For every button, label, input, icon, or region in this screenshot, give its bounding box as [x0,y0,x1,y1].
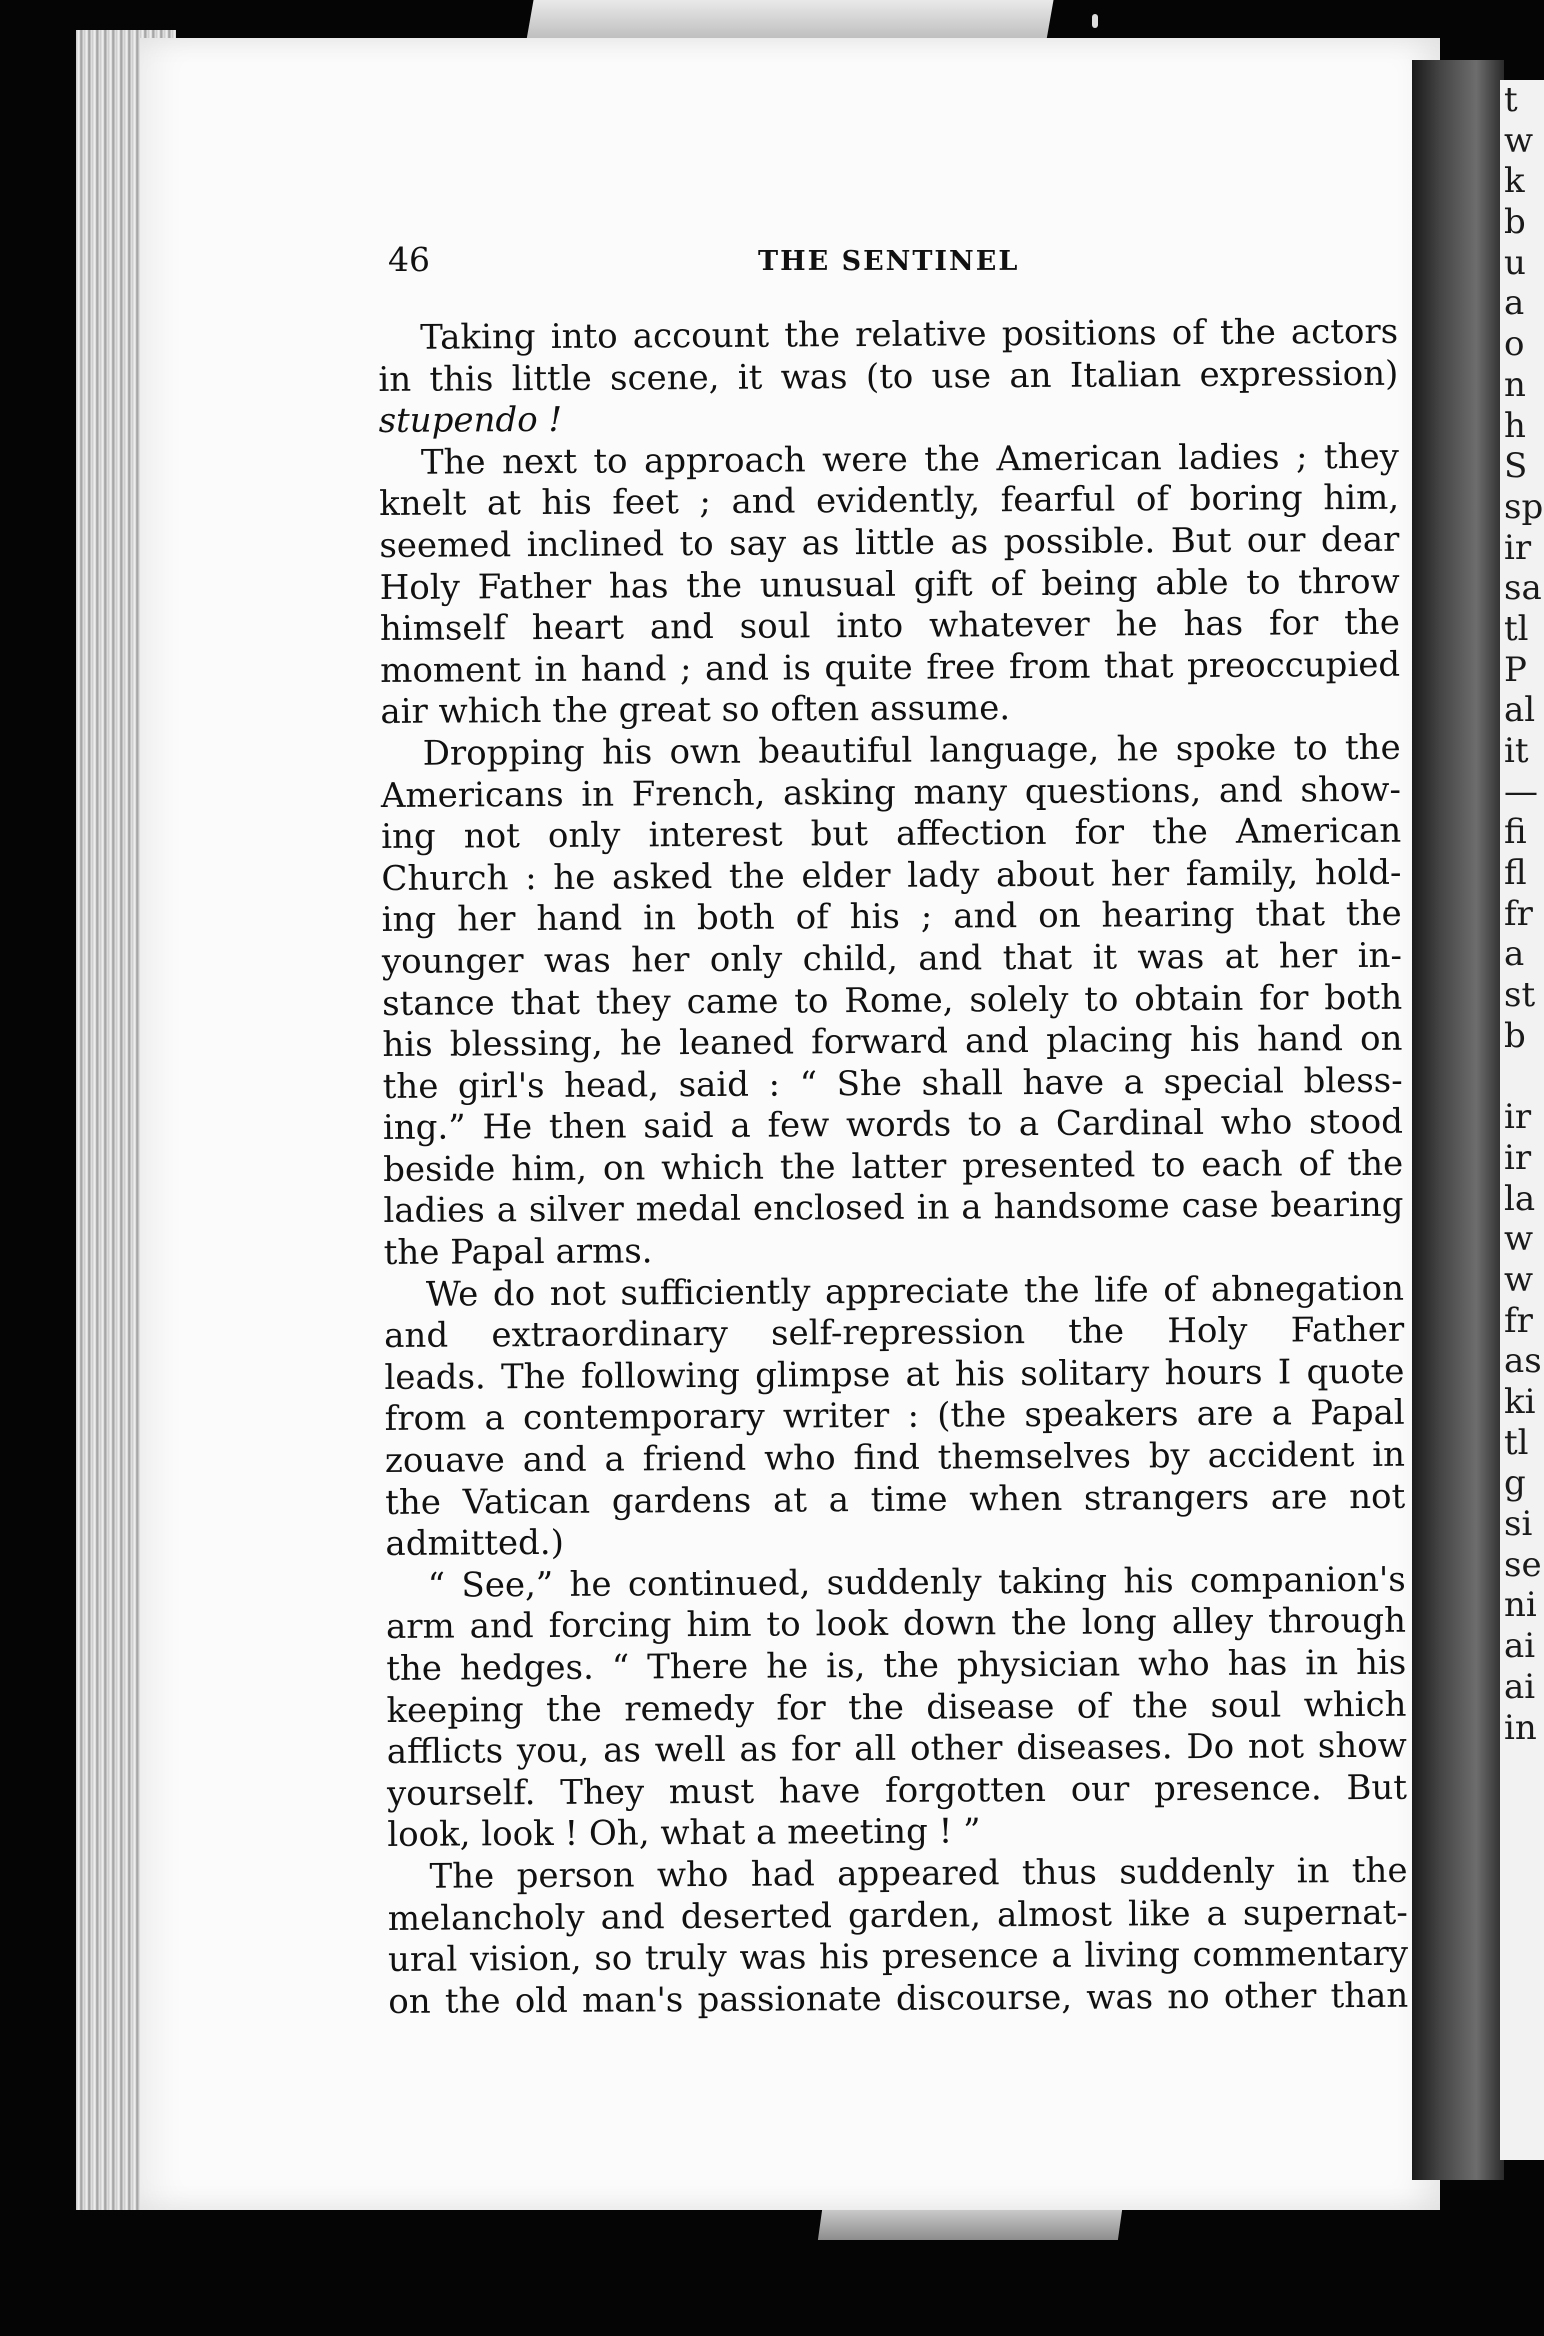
text-line: moment in hand ; and is quite free from that preoccupied [380,644,1401,691]
text-line: in this little scene, it was (to use an Italian expression) [378,353,1399,400]
facing-page-fragment-line: k [1504,161,1525,202]
facing-page-fragment-line: u [1504,242,1526,283]
text-line: on the old man's passionate discourse, was no other than [388,1975,1409,2022]
facing-page-fragment-line: w [1504,1259,1534,1300]
text-line: Americans in French, asking many questions, and show- [380,769,1402,816]
facing-page-fragment-line: it [1504,731,1529,771]
text-line: melancholy and deserted garden, almost like a supernat- [387,1892,1408,1939]
facing-page-fragment-line: ai [1504,1626,1536,1667]
text-line: ladies a silver medal enclosed in a handsome case bearing [383,1185,1404,1232]
facing-page-fragment-line: — [1504,771,1538,812]
running-title: THE SENTINEL [758,246,1020,277]
text-line: the Papal arms. [383,1231,653,1274]
facing-page-fragment-line: al [1504,690,1536,731]
text-line: stance that they came to Rome, solely to obtain for both [382,977,1403,1024]
text-line: beside him, on which the latter presented to each of the [383,1143,1404,1190]
text-line: Dropping his own beautiful language, he spoke to the [422,727,1401,774]
facing-page-fragment-line: t [1504,80,1518,120]
italic-phrase: stupendo ! [378,400,563,442]
facing-page-fragment-line: g [1504,1463,1526,1504]
facing-page-fragment-line: fr [1504,1300,1533,1341]
text-line: ural vision, so truly was his presence a living commentary [387,1933,1409,1981]
text-line: ing.” He then said a few words to a Cardinal who stood [382,1102,1404,1149]
facing-page-fragment-line: in [1504,1707,1537,1748]
facing-page-fragment-line: ir [1504,1137,1532,1178]
text-line: ing her hand in both of his ; and on hearing that the [381,894,1402,941]
facing-page-fragment-line [1500,1057,1544,1098]
text-line: admitted.) [385,1523,565,1565]
facing-page-fragment-line: tl [1504,608,1529,649]
page-header [388,240,1398,290]
bottom-page-scrap [818,2210,1122,2240]
facing-page-fragment-line: o [1504,324,1525,365]
facing-page-fragment-line: b [1504,1015,1526,1056]
facing-page-fragment [1500,80,1544,2160]
text-line: himself heart and soul into whatever he has for the [379,602,1401,650]
text-line: ing not only interest but affection for the American [381,810,1402,858]
text-line: the girl's head, said : “ She shall have a special bless- [382,1060,1403,1107]
text-line: and extraordinary self-repression the Holy Father [384,1310,1405,1357]
text-line: the hedges. “ There he is, the physician who has in his [386,1642,1407,1689]
facing-page-fragment-line: fl [1504,853,1527,894]
facing-page-fragment-line: S [1504,446,1528,487]
page-number: 46 [388,240,430,279]
text-line: seemed inclined to say as little as possible. But our dear [379,519,1400,566]
text-line: afflicts you, as well as for all other diseases. Do not show [386,1725,1407,1773]
text-line: yourself. They must have forgotten our presence. But [386,1767,1408,1814]
text-line: arm and forcing him to look down the long alley through [385,1601,1407,1648]
body-text [378,312,1408,2024]
top-speck [1092,14,1098,28]
top-page-scrap [526,0,1053,40]
facing-page-fragment-line: fi [1504,812,1527,853]
facing-page-fragment-line: se [1504,1544,1542,1585]
text-line: air which the great so often assume. [380,688,1011,733]
text-line: Taking into account the relative positions of the actors [419,311,1399,358]
facing-page-fragment-line: a [1504,934,1525,975]
text-line [379,395,1399,443]
facing-page-fragment-line: P [1504,649,1527,690]
text-line: “ See,” he continued, suddenly taking his companion's [427,1559,1406,1606]
facing-page-fragment-line: a [1504,283,1525,324]
facing-page-fragment-line: b [1504,202,1526,243]
facing-page-fragment-line: as [1504,1341,1542,1382]
facing-page-fragment-line: ai [1504,1666,1536,1707]
facing-page-fragment-line: tl [1504,1422,1529,1463]
book-gutter [1412,60,1504,2180]
facing-page-fragment-line: ki [1504,1382,1536,1422]
facing-page-fragment-line: h [1504,405,1526,446]
text-line: younger was her only child, and that it was at her in- [381,935,1403,982]
text-line: The next to approach were the American ladies ; they [420,436,1399,483]
text-line: Holy Father has the unusual gift of being able to throw [379,561,1400,608]
text-line: look, look ! Oh, what a meeting ! ” [387,1811,981,1856]
text-line: Church : he asked the elder lady about her family, hold- [381,852,1402,899]
text-line: from a contemporary writer : (the speakers are a Papal [384,1393,1405,1440]
text-line: the Vatican gardens at a time when strangers are not [385,1476,1406,1523]
facing-page-fragment-line: n [1504,364,1526,405]
facing-page-fragment-line: w [1504,1219,1534,1260]
facing-page-fragment-line: la [1504,1178,1536,1219]
facing-page-fragment-line: sa [1504,568,1542,609]
facing-page-fragment-line: ni [1504,1585,1537,1626]
facing-page-fragment-line: st [1504,975,1536,1016]
text-line: The person who had appeared thus suddenly in the [429,1850,1408,1897]
facing-page-fragment-line: sp [1504,486,1544,527]
facing-page-fragment-line: si [1504,1504,1533,1545]
text-line: keeping the remedy for the disease of the soul which [386,1684,1407,1731]
facing-page-fragment-line: w [1504,120,1534,161]
facing-page-fragment-line: ir [1504,527,1532,568]
facing-page-fragment-line: fr [1504,893,1533,934]
text-line: knelt at his feet ; and evidently, fearful of boring him, [379,478,1400,525]
text-line: We do not sufficiently appreciate the life of abnegation [425,1268,1405,1315]
facing-page-fragment-line: ir [1504,1097,1532,1138]
text-line: his blessing, he leaned forward and placing his hand on [382,1018,1403,1066]
text-line: zouave and a friend who find themselves by accident in [384,1434,1406,1482]
text-line: leads. The following glimpse at his solitary hours I quote [384,1351,1405,1398]
